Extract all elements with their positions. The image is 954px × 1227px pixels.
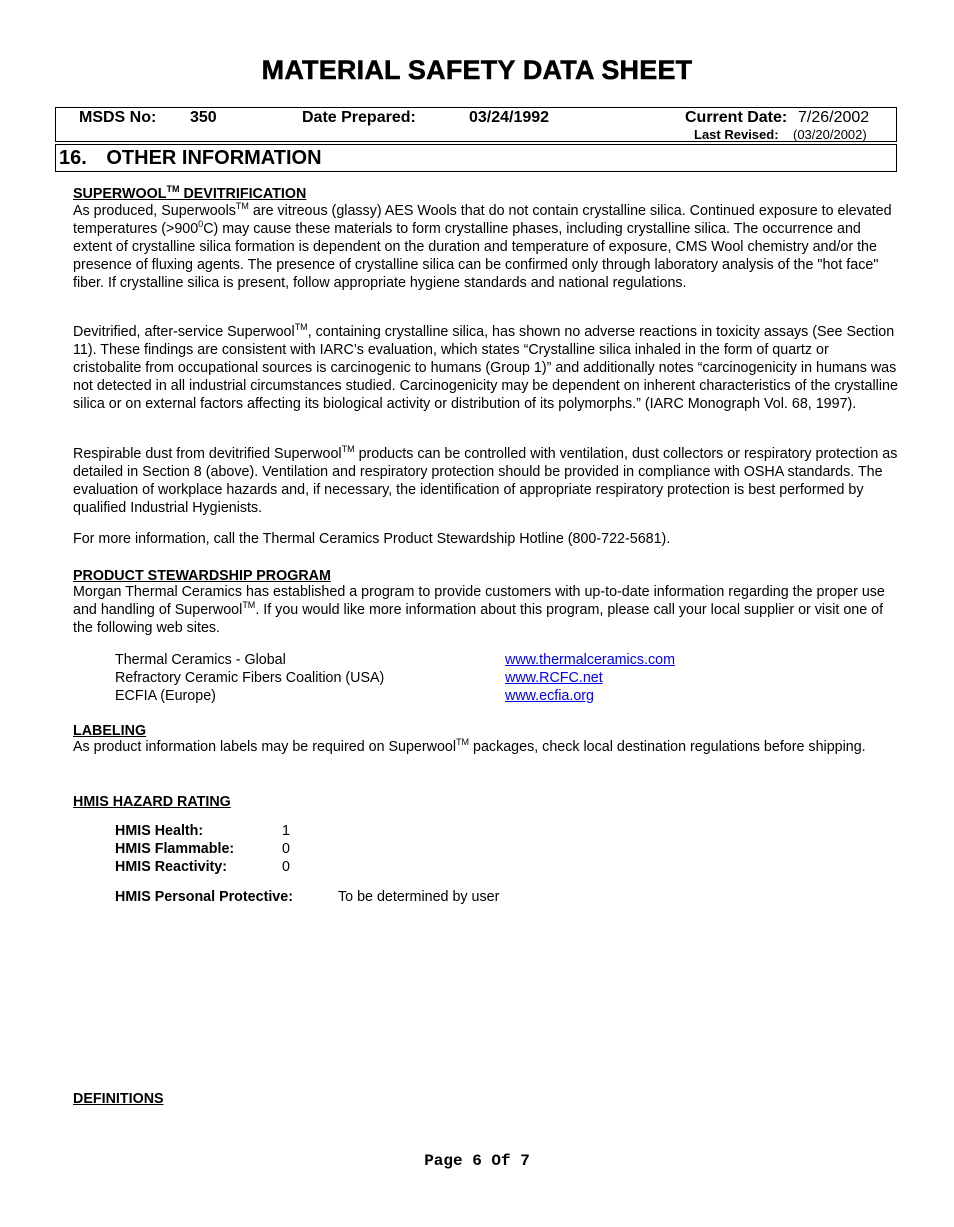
page-number: Page 6 Of 7 [424,1152,530,1170]
msds-header-box [55,107,897,142]
devitrification-heading: SUPERWOOL™ DEVITRIFICATION [73,184,307,202]
msds-number-label: MSDS No: [79,109,157,126]
hmis-reactivity-value: 0 [282,859,290,875]
labeling-heading: LABELING [73,723,147,739]
hmis-health-label: HMIS Health: [115,823,204,839]
site-link-global[interactable]: www.thermalceramics.com [505,652,676,668]
site-name-rcfc: Refractory Ceramic Fibers Coalition (USA) [115,670,385,686]
current-date-value: 7/26/2002 [798,109,870,126]
site-name-global: Thermal Ceramics - Global [115,652,286,668]
site-link-ecfia[interactable]: www.ecfia.org [505,688,594,704]
date-prepared-label: Date Prepared: [302,109,416,126]
devitrification-paragraph-2: Devitrified, after-service Superwool™, containing crystalline silica, has shown no adverse reactions in toxicity assays (See Section 11). These findings are consistent with IARC’s evaluation, which states “Crystalline silica inhaled in the form of quartz or cristobalite from occupational sources is carcinogenic to humans (Group 1)” and additionally notes “carcinogenicity in humans was not detected in all industrial circumstances studied. Carcinogenicity may be dependent on inherent characteristics of the crystalline silica or on external factors affecting its biological activity or distribution of its polymorphs.” (IARC Monograph Vol. 68, 1997). [73,322,898,412]
hmis-health-value: 1 [282,823,290,839]
stewardship-paragraph: Morgan Thermal Ceramics has established a program to provide customers with up-to-date information regarding the proper use and handling of Superwool™. If you would like more information about this program, please call your local supplier or visit one of the following web sites. [73,584,885,636]
section-heading [55,144,897,172]
devitrification-paragraph-3: Respirable dust from devitrified Superwool™ products can be controlled with ventilation, dust collectors or respiratory protection as detailed in Section 8 (above). Ventilation and respiratory protection should be provided in compliance with OSHA standards. The evaluation of workplace hazards and, if necessary, the identification of appropriate respiratory protection is best performed by qualified Industrial Hygienists. [73,444,898,516]
section-title: OTHER INFORMATION [106,147,322,169]
document-title: MATERIAL SAFETY DATA SHEET [261,55,693,85]
current-date-label: Current Date: [685,109,788,126]
hotline-paragraph: For more information, call the Thermal Ceramics Product Stewardship Hotline (800-722-5681). [73,531,671,547]
section-number: 16. [59,147,87,169]
hmis-reactivity-label: HMIS Reactivity: [115,859,228,875]
labeling-paragraph: As product information labels may be required on Superwool™ packages, check local destination regulations before shipping. [73,737,866,755]
hmis-ppe-label: HMIS Personal Protective: [115,889,293,905]
hmis-heading: HMIS HAZARD RATING [73,794,231,810]
date-prepared-value: 03/24/1992 [469,109,550,126]
msds-number-value: 350 [190,109,217,126]
site-name-ecfia: ECFIA (Europe) [115,688,216,704]
definitions-heading: DEFINITIONS [73,1091,164,1107]
stewardship-heading: PRODUCT STEWARDSHIP PROGRAM [73,568,331,584]
hmis-flammable-label: HMIS Flammable: [115,841,235,857]
site-link-rcfc[interactable]: www.RCFC.net [505,670,603,686]
last-revised-value: (03/20/2002) [793,127,867,142]
last-revised-label: Last Revised: [694,127,779,142]
hmis-flammable-value: 0 [282,841,290,857]
devitrification-paragraph-1: As produced, Superwools™ are vitreous (glassy) AES Wools that do not contain crystalline silica. Continued exposure to elevated temperatures $(>900^0C)$ may cause these materials to form crystalline phases, including crystalline silica. The occurrence and extent of crystalline silica formation is dependent on the duration and temperature of exposure, CMS Wool chemistry and/or the presence of fluxing agents. The presence of crystalline silica can be confirmed only through laboratory analysis of the "hot face" fiber. If crystalline silica is present, follow appropriate hygiene standards and national regulations. [73,201,892,291]
hmis-ppe-value: To be determined by user [338,889,500,905]
